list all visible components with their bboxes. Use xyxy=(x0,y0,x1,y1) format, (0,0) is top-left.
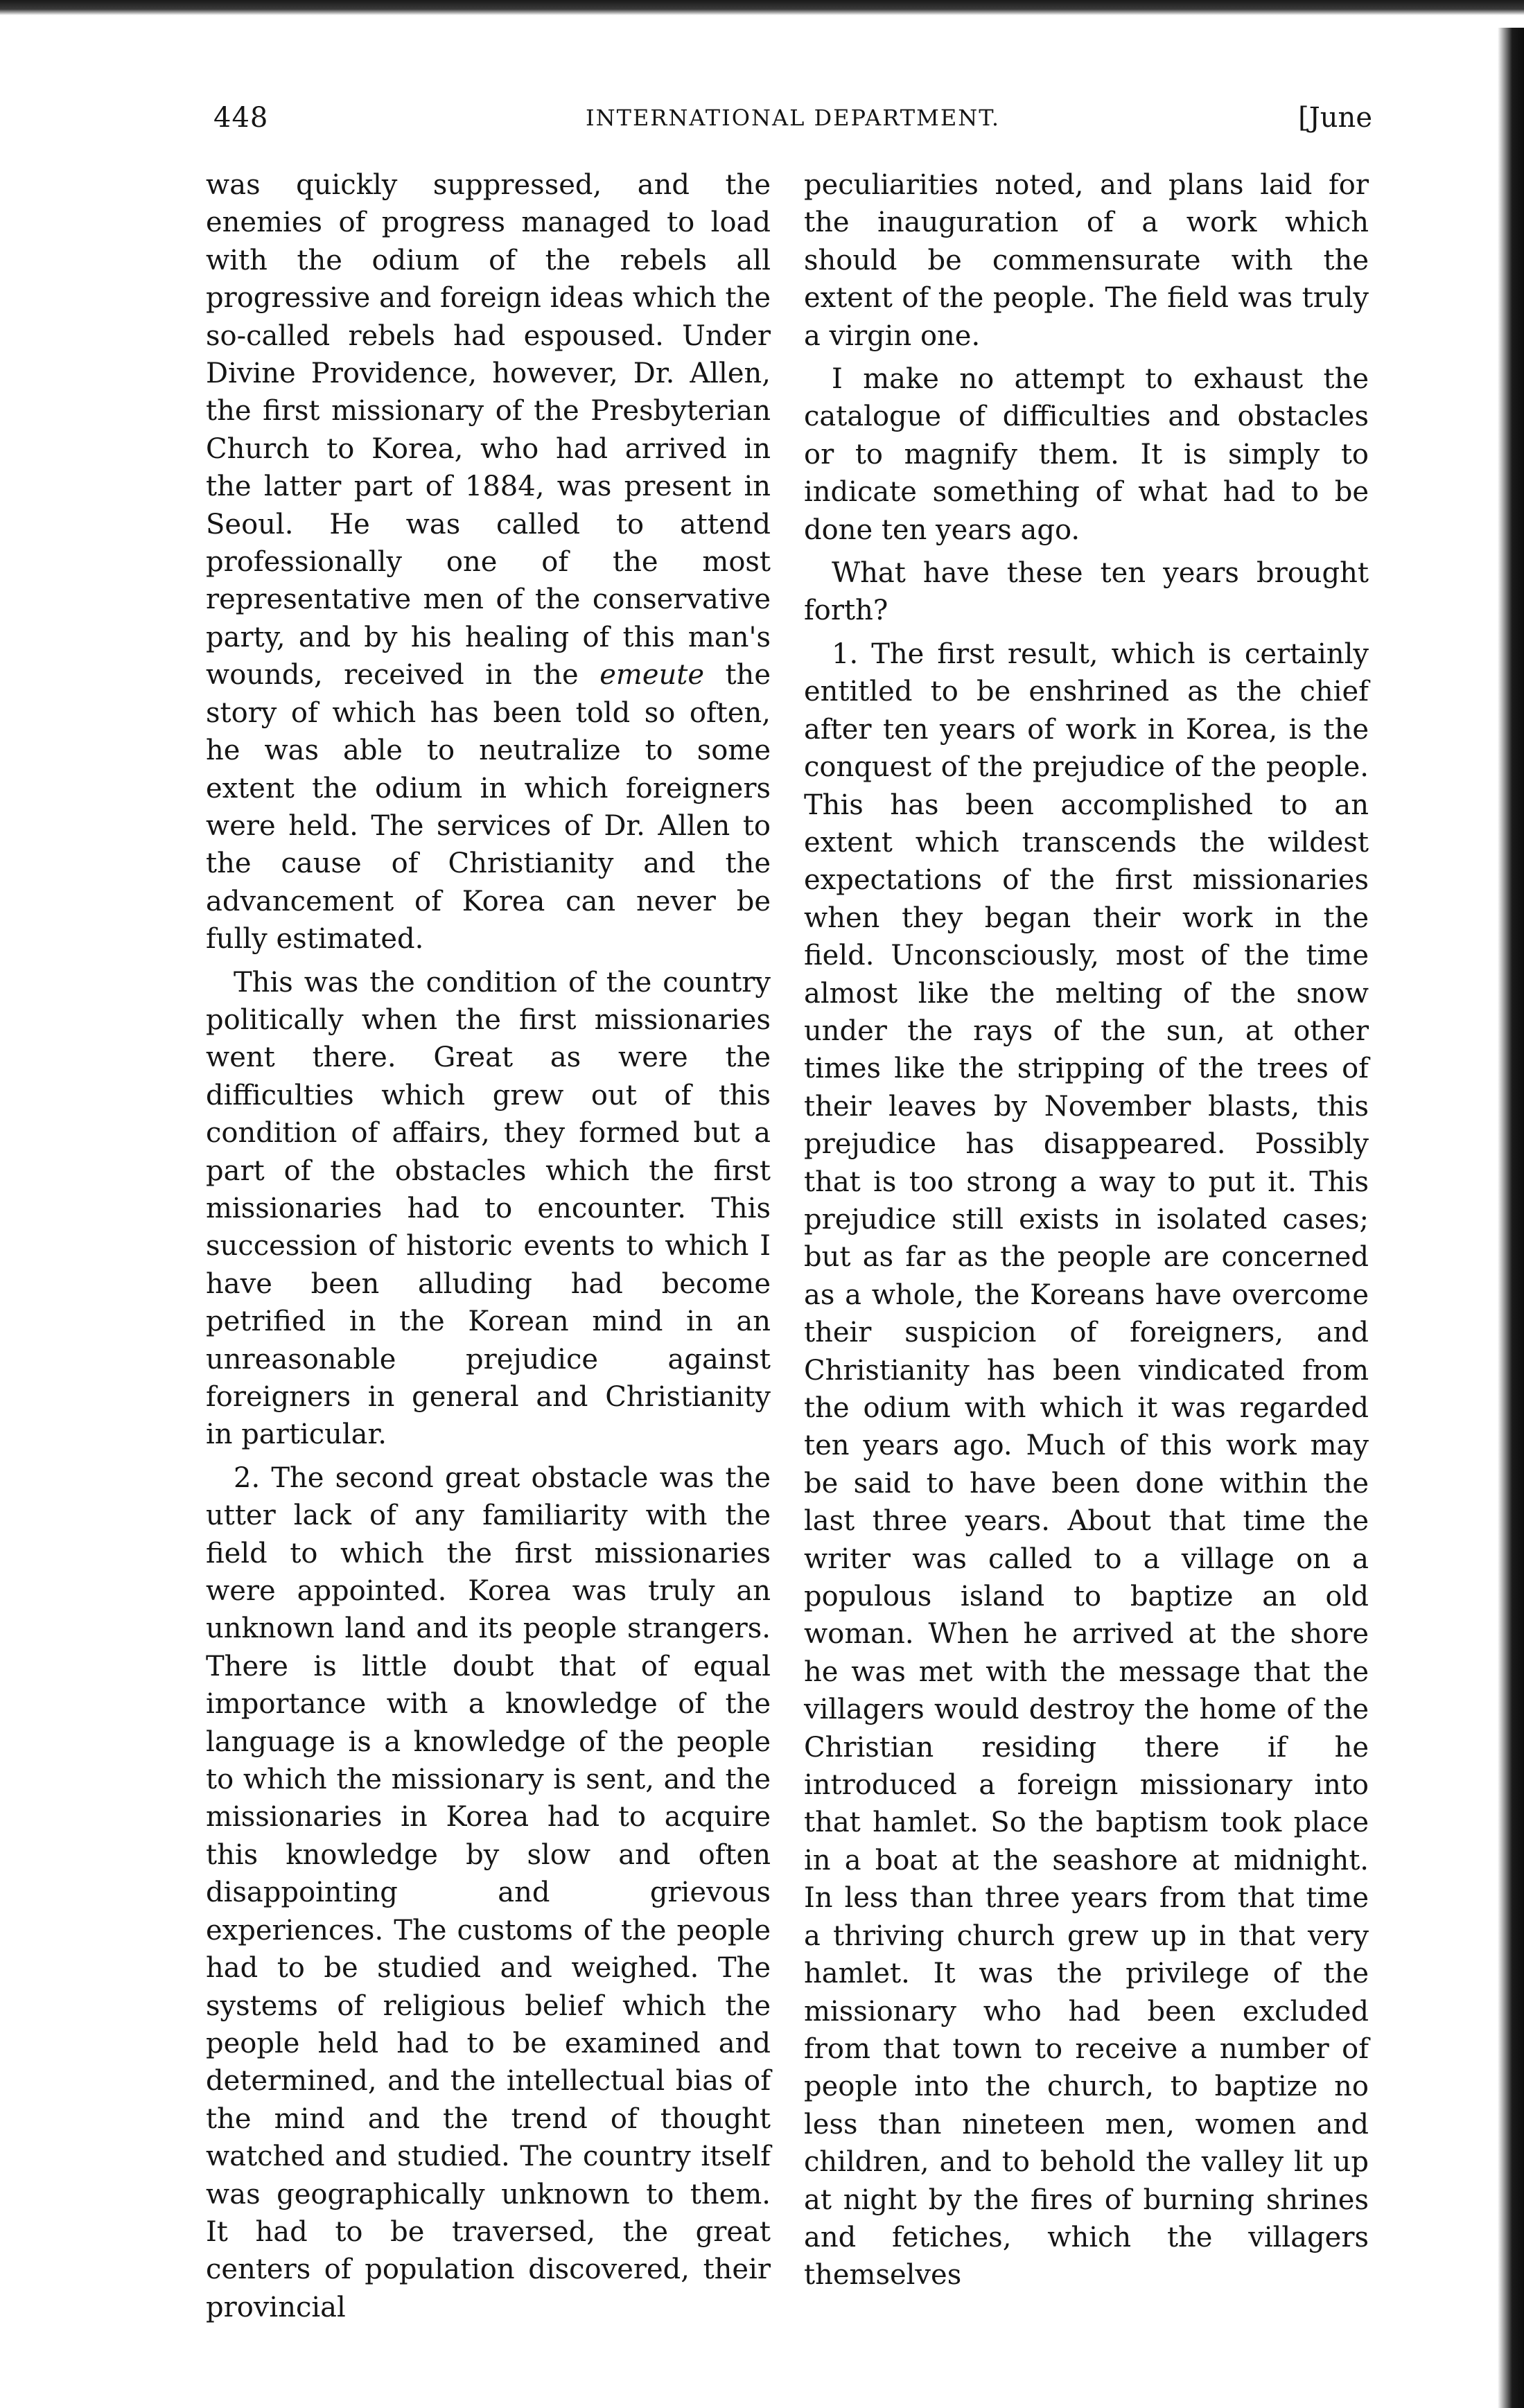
right-column xyxy=(804,166,1369,2294)
right-paragraph-2: I make no attempt to exhaust the catalogue of difficulties and obstacles or to magnify them. It is simply to indicate something of what had to be done ten years ago. xyxy=(804,363,1369,546)
left-paragraph-1-text-b: the story of which has been told so often, he was able to neutralize to some extent the odium in which foreigners were held. The services of Dr. Allen to the cause of Christianity and the advancement of Korea can never be fully estimated. xyxy=(206,659,771,956)
scan-right-edge xyxy=(1498,28,1524,2408)
right-paragraph-4: 1. The first result, which is certainly entitled to be enshrined as the chief after ten years of work in Korea, is the conquest of the prejudice of the people. This has been accomplished to an extent which transcends the wildest expectations of the first missionaries when they began their work in the field. Unconsciously, most of the time almost like the melting of the snow under the rays of the sun, at other times like the stripping of the trees of their leaves by November blasts, this prejudice has disappeared. Possibly that is too strong a way to put it. This prejudice still exists in isolated cases; but as far as the people are concerned as a whole, the Koreans have overcome their suspicion of foreigners, and Christianity has been vindicated from the odium with which it was regarded ten years ago. Much of this work may be said to have been done within the last three years. About that time the writer was called to a village on a populous island to baptize an old woman. When he arrived at the shore he was met with the message that the villagers would destroy the home of the Christian residing there if he introduced a foreign missionary into that hamlet. So the baptism took place in a boat at the seashore at midnight. In less than three years from that time a thriving church grew up in that very hamlet. It was the privilege of the missionary who had been excluded from that town to receive a number of people into the church, to baptize no less than nineteen men, women and children, and to behold the valley lit up at night by the fires of burning shrines and fetiches, which the villagers themselves xyxy=(804,638,1369,2292)
left-paragraph-1-italic: emeute xyxy=(599,659,704,692)
month-label: [June xyxy=(1298,102,1372,134)
left-paragraph-1-text-a: was quickly suppressed, and the enemies of progress managed to load with the odium of the rebels all progressive and foreign ideas which the so-called rebels had espoused. Under Divine Providence, however, Dr. Allen, the first missionary of the Presbyterian Church to Korea, who had arrived in the latter part of 1884, was present in Seoul. He was called to attend professionally one of the most representative men of the conservative party, and by his healing of this man's wounds, received in the xyxy=(206,169,771,692)
left-paragraph-1 xyxy=(206,166,771,958)
running-head: INTERNATIONAL DEPARTMENT. xyxy=(585,105,1001,131)
page-header xyxy=(213,97,1372,139)
left-paragraph-2: This was the condition of the country politically when the first missionaries went there. Great as were the difficulties which grew out of this condition of affairs, they formed but a part of the obstacles which the first missionaries had to encounter. This succession of historic events to which I have been alluding had become petrified in the Korean mind in an unreasonable prejudice against foreigners in general and Christianity in particular. xyxy=(206,966,771,1451)
page-number: 448 xyxy=(213,102,269,134)
left-column xyxy=(206,166,771,2326)
scan-top-edge xyxy=(0,0,1524,15)
left-paragraph-3: 2. The second great obstacle was the utter lack of any familiarity with the field to which the first missionaries were appointed. Korea was truly an unknown land and its people strangers. There is little doubt that of equal importance with a knowledge of the language is a knowledge of the people to which the missionary is sent, and the missionaries in Korea had to acquire this knowledge by slow and often disappointing and grievous experiences. The customs of the people had to be studied and weighed. The systems of religious belief which the people held had to be examined and determined, and the intellectual bias of the mind and the trend of thought watched and studied. The country itself was geographically unknown to them. It had to be traversed, the great centers of population discovered, their provincial xyxy=(206,1461,771,2323)
right-paragraph-1: peculiarities noted, and plans laid for the inauguration of a work which should be commensurate with the extent of the people. The field was truly a virgin one. xyxy=(804,169,1369,352)
right-paragraph-3: What have these ten years brought forth? xyxy=(804,557,1369,627)
